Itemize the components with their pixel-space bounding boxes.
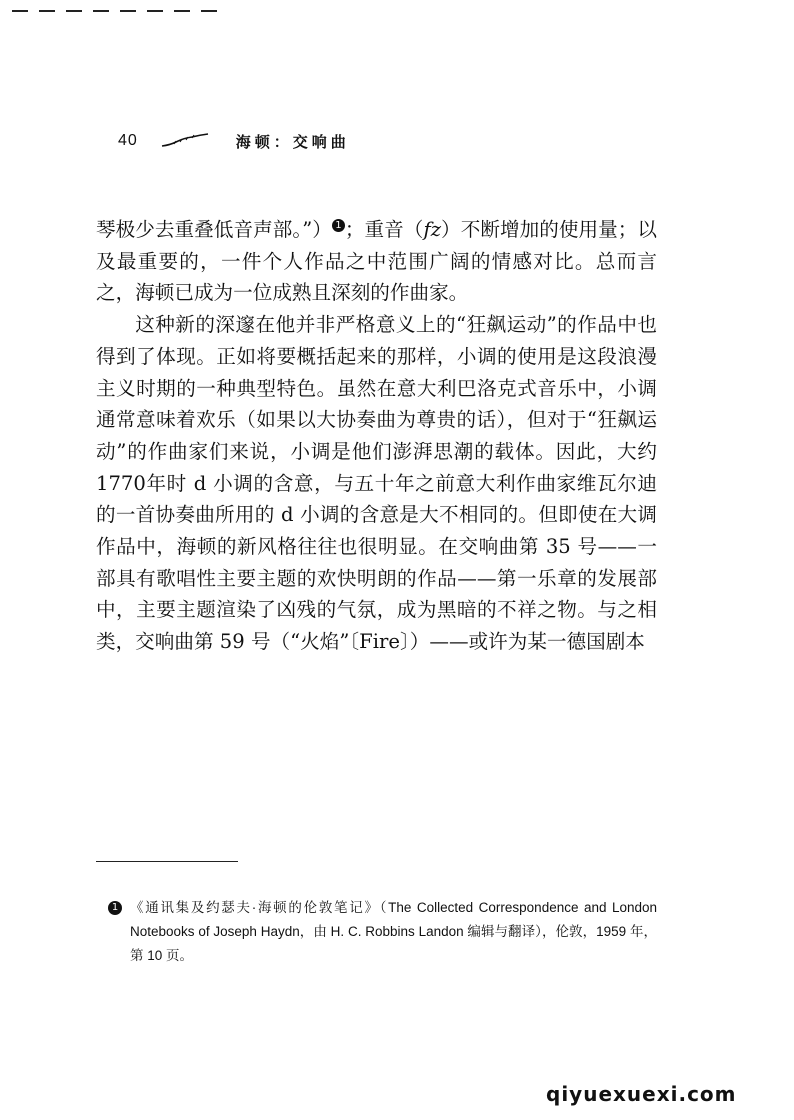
paragraph-2: 这种新的深邃在他并非严格意义上的“狂飙运动”的作品中也得到了体现。正如将要概括起来的那样，小调的使用是这段浪漫 主义时期的一种典型特色。虽然在意大利巴洛克式音乐中，小调通常意味着欢乐（如果以大协奏曲为尊贵的话），但对于“狂飙运动”的作曲家们来说，小调是他们澎湃思潮的载体。因此，大约1770年时 d 小调的含意，与五十年之前意大利作曲家维瓦尔迪的一首协奏曲所用的 d 小调的含意是大不相同的。但即使在大调作品中，海顿的新风格往往也很明显。在交响曲第 35 号——一部具有歌唱性主要主题的欢快明朗的作品——第一乐章的发展部中，主要主题渲染了凶残的气氛，成为黑暗的不祥之物。与之相类，交响曲第 59 号（“火焰”〔Fire〕）——或许为某一德国剧本 [96, 313, 657, 654]
footnote-text: 《通讯集及约瑟夫·海顿的伦敦笔记》（The Collected Correspondence and London Notebooks of Joseph Haydn，由 H. C. Robbins Landon 编辑与翻译），伦敦，1959 年，第 10 页。 [130, 900, 657, 963]
page-number: 40 [118, 132, 138, 149]
paragraph-1-text-a: 琴极少去重叠低音声部。”） [96, 218, 332, 241]
scan-top-dashes [12, 10, 217, 12]
body-text [96, 214, 657, 658]
fz-marking: fz [423, 218, 442, 241]
footnote-ref-icon: 1 [332, 219, 345, 232]
paragraph-1 [96, 214, 657, 309]
running-head-title: 海顿：交响曲 [235, 132, 350, 151]
paragraph-1-text-b: ；重音（ [344, 218, 424, 241]
paragraph-1-text-c: ）不断增加的使用量；以及最重要的，一件个人作品之中范围广阔的情感对比。总而言之，海顿已成为一位成熟且深刻的作曲家。 [96, 218, 658, 305]
footnote [111, 896, 657, 968]
footnote-mark-icon: 1 [108, 901, 122, 915]
footnote-divider [96, 861, 238, 862]
running-head [118, 130, 350, 152]
watermark: qiyuexuexi.com [546, 1082, 737, 1106]
ornament-icon [160, 133, 210, 149]
